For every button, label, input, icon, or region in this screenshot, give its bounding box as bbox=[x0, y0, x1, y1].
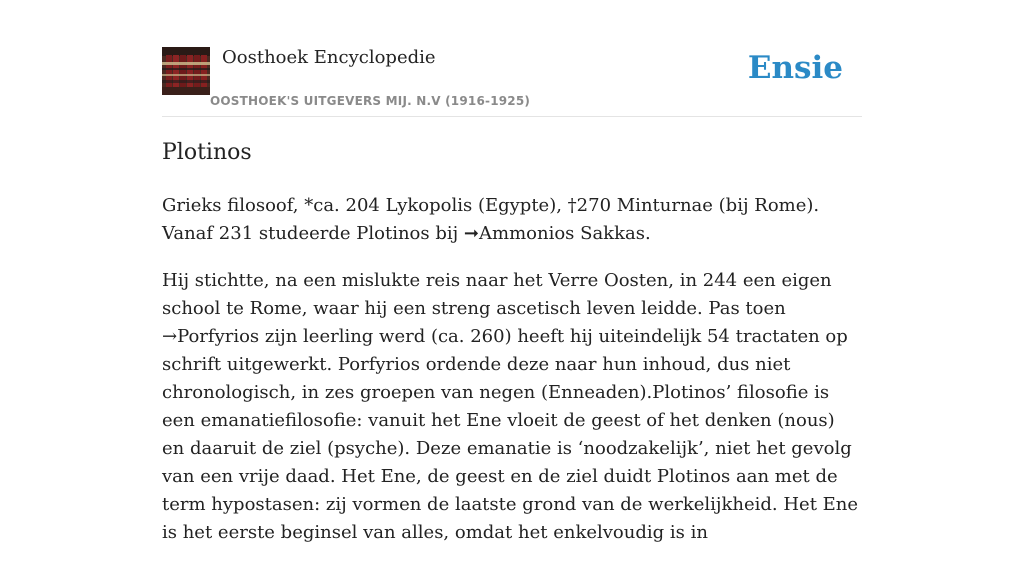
paragraph-text: Grieks filosoof, *ca. 204 Lykopolis (Egypte), †270 Minturnae (bij Rome). Vanaf 231 studeerde Plotinos bij bbox=[162, 195, 820, 244]
article-paragraph bbox=[162, 267, 862, 547]
source-header bbox=[162, 46, 862, 117]
article-title: Plotinos bbox=[162, 140, 252, 165]
article-body bbox=[162, 192, 862, 566]
cross-reference-link[interactable]: →Porfyrios bbox=[162, 326, 260, 347]
page-container bbox=[162, 0, 862, 543]
source-avatar[interactable] bbox=[162, 47, 210, 95]
ensie-logo[interactable]: Ensie bbox=[747, 50, 843, 86]
cross-reference-link[interactable]: ➞Ammonios Sakkas bbox=[463, 223, 645, 244]
paragraph-text: zijn leerling werd (ca. 260) heeft hij uiteindelijk 54 tractaten op schrift uitgewerkt. Porfyrios ordende deze naar hun inhoud, dus niet chronologisch, in zes groepen van negen (Enneaden).Plotinos’ filosofie is een emanatiefilosofie: vanuit het Ene vloeit de geest of het denken (nous) en daaruit de ziel (psyche). Deze emanatie is ‘noodzakelijk’, niet het gevolg van een vrije daad. Het Ene, de geest en de ziel duidt Plotinos aan met de term hypostasen: zij vormen de laatste grond van de werkelijkheid. Het Ene is het eerste beginsel van alles, omdat het enkelvoudig is in bbox=[162, 326, 859, 543]
publisher-label: OOSTHOEK'S UITGEVERS MIJ. N.V (1916-1925) bbox=[210, 94, 531, 108]
article-paragraph bbox=[162, 192, 862, 248]
paragraph-text: Hij stichtte, na een mislukte reis naar het Verre Oosten, in 244 een eigen school te Rome, waar hij een streng ascetisch leven leidde. Pas toen bbox=[162, 270, 832, 319]
source-name[interactable]: Oosthoek Encyclopedie bbox=[222, 47, 436, 68]
encyclopedia-books-image bbox=[162, 47, 210, 95]
paragraph-text: . bbox=[644, 223, 651, 244]
